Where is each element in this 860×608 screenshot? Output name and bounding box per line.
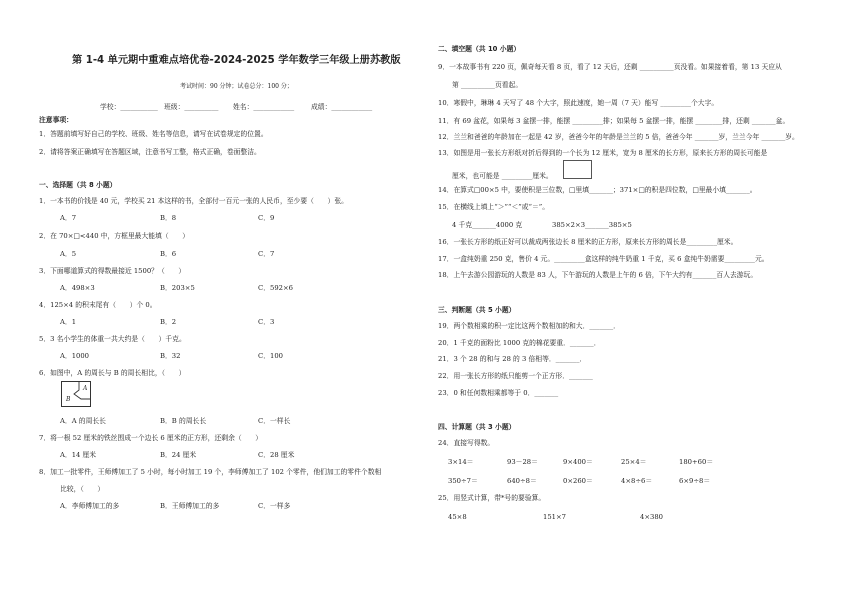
- compare-item: 4 千克_______4000 克: [452, 221, 523, 229]
- question-stem: 7．将一根 52 厘米的铁丝围成一个边长 6 厘米的正方形，还剩余（ ）: [39, 434, 263, 442]
- fill-line: 15．在横线上填上“＞”“＜”或“＝”。: [438, 203, 550, 211]
- calc-question: 24．直接写得数。: [438, 439, 495, 447]
- fill-line: 9．一本故事书有 220 页，佩奇每天看 8 页，看了 12 天后，还剩 __________页没看。如果接着看，第 13 天应从: [438, 63, 782, 71]
- judge-line: 20．1 千克的面粉比 1000 克的棉花要重．_______．: [438, 339, 601, 347]
- calc-item: 9×400＝: [563, 458, 593, 466]
- option: C．3: [258, 318, 275, 326]
- option: B．8: [160, 214, 177, 222]
- exam-info: 考试时间：90 分钟；试卷总分：100 分；: [180, 83, 293, 90]
- fill-line: 13．如图是用一张长方形纸对折后得到的一个长为 12 厘米，宽为 8 厘米的长方形，原来长方形的周长可能是: [438, 149, 768, 157]
- option: C．一样长: [258, 417, 291, 425]
- option: C．9: [258, 214, 275, 222]
- section-fill-title: 二、填空题（共 10 小题）: [438, 45, 521, 53]
- calc-item: 640÷8＝: [507, 477, 537, 485]
- option: A．5: [60, 250, 77, 258]
- option: A．李师傅加工的多: [60, 502, 120, 510]
- calc-item: 4×380: [640, 513, 663, 521]
- fill-line: 14．在算式□00×5 中，要使积是三位数，□里填_______；371×□的积是四位数，□里最小填_______。: [438, 186, 757, 194]
- calc-item: 3×14＝: [448, 458, 474, 466]
- question-stem: 2．在 70×□<440 中，方框里最大能填（ ）: [39, 232, 190, 240]
- name-field: 姓名：____________: [233, 103, 295, 111]
- fill-line: 厘米，也可能是 _________厘米。: [452, 172, 553, 180]
- score-field: 成绩：____________: [311, 103, 373, 111]
- section-calc-title: 四、计算题（共 3 小题）: [438, 423, 516, 431]
- fill-line: 11．有 69 盆花，如果每 3 盆摆一排，能摆 _________排；如果每 5 盆摆一排，能摆 ________排，还剩 _______盆。: [438, 117, 790, 125]
- compare-item: 385×2×3_______385×5: [552, 221, 632, 229]
- option: B．6: [160, 250, 177, 258]
- judge-line: 23．0 和任何数相乘都等于 0．_______: [438, 389, 559, 397]
- notes-title: 注意事项：: [39, 116, 73, 124]
- calc-item: 45×8: [448, 513, 467, 521]
- option: C．7: [258, 250, 275, 258]
- question-stem: 1．一本书的价钱是 40 元，学校买 21 本这样的书，全部付一百元一张的人民币，至少要（ ）张。: [39, 197, 348, 205]
- question-stem: 5．3 名小学生的体重一共大约是（ ）千克。: [39, 335, 186, 343]
- section-judge-title: 三、判断题（共 5 小题）: [438, 306, 516, 314]
- note-item: 2．请将答案正确填写在答题区域，注意书写工整，格式正确，卷面整洁。: [39, 148, 261, 156]
- question-stem-cont: 比较，（ ）: [60, 485, 105, 493]
- option: A．14 厘米: [60, 451, 97, 459]
- option: C．100: [258, 352, 283, 360]
- question-stem: 6．如图中，A 的周长与 B 的周长相比，（ ）: [39, 369, 186, 377]
- rectangle-figure: [563, 160, 592, 179]
- fill-line: 第 __________页看起。: [452, 81, 523, 89]
- section-choice-title: 一、选择题（共 8 小题）: [39, 181, 117, 189]
- fill-line: 17．一盒纯奶重 250 克，售价 4 元。_________盒这样的纯牛奶重 1 千克，买 6 盒纯牛奶需要_________元。: [438, 255, 769, 263]
- perimeter-figure: [61, 381, 91, 407]
- calc-item: 151×7: [543, 513, 566, 521]
- option: B．24 厘米: [160, 451, 197, 459]
- judge-line: 22．用一张长方形的纸只能剪一个正方形．_______: [438, 372, 593, 380]
- option: C．28 厘米: [258, 451, 295, 459]
- option: B．32: [160, 352, 181, 360]
- fill-line: 12．兰兰和爸爸的年龄加在一起是 42 岁，爸爸今年的年龄是兰兰的 5 倍，爸爸今年 _______岁，兰兰今年 _______岁。: [438, 133, 799, 141]
- fill-line: 18．上午去游公园游玩的人数是 83 人，下午游玩的人数是上午的 6 倍，下午大约有_______百人去游玩。: [438, 271, 758, 279]
- fill-line: 16．一张长方形的纸正好可以裁成两张边长 8 厘米的正方形，原来长方形的周长是_________厘米。: [438, 238, 738, 246]
- figure-label-a: A: [83, 385, 88, 392]
- question-stem: 3．下面哪道算式的得数最接近 1500？（ ）: [39, 267, 186, 275]
- judge-line: 19．两个数相乘的积一定比这两个数相加的和大．_______．: [438, 322, 620, 330]
- calc-item: 350÷7＝: [448, 477, 478, 485]
- option: B．203×5: [160, 284, 195, 292]
- calc-item: 6×9÷8＝: [679, 477, 711, 485]
- question-stem: 8．加工一批零件，王师傅加工了 5 小时，每小时加工 19 个，李师傅加工了 102 个零件，他们加工的零件个数相: [39, 468, 382, 476]
- option: A．7: [60, 214, 77, 222]
- option: C．592×6: [258, 284, 293, 292]
- fill-line: 10．寒假中，琳琳 4 天写了 48 个大字，照此速度，她一周（7 天）能写 _________个大字。: [438, 99, 719, 107]
- class-field: 班级：__________: [164, 103, 219, 111]
- judge-line: 21．3 个 28 的和与 28 的 3 倍相等．_______．: [438, 355, 587, 363]
- option: B．2: [160, 318, 177, 326]
- option: A．1: [60, 318, 77, 326]
- calc-item: 180+60＝: [679, 458, 714, 466]
- option: B．B 的周长长: [160, 417, 207, 425]
- calc-item: 25×4＝: [621, 458, 647, 466]
- school-field: 学校：___________: [100, 103, 158, 111]
- exam-title: 第 1-4 单元期中重难点培优卷-2024-2025 学年数学三年级上册苏教版: [72, 55, 401, 66]
- calc-item: 93－28＝: [507, 458, 538, 466]
- question-stem: 4．125×4 的积末尾有（ ）个 0。: [39, 301, 157, 309]
- option: B．王师傅加工的多: [160, 502, 220, 510]
- note-item: 1．答题前填写好自己的学校、班级、姓名等信息，请写在试卷规定的位置。: [39, 130, 268, 138]
- calc-question: 25．用竖式计算，带*号的要验算。: [438, 494, 546, 502]
- option: A．A 的周长长: [60, 417, 106, 425]
- option: A．498×3: [60, 284, 95, 292]
- calc-item: 0×260＝: [563, 477, 593, 485]
- option: A．1000: [60, 352, 90, 360]
- calc-item: 4×8÷6＝: [621, 477, 653, 485]
- option: C．一样多: [258, 502, 291, 510]
- figure-label-b: B: [66, 396, 71, 403]
